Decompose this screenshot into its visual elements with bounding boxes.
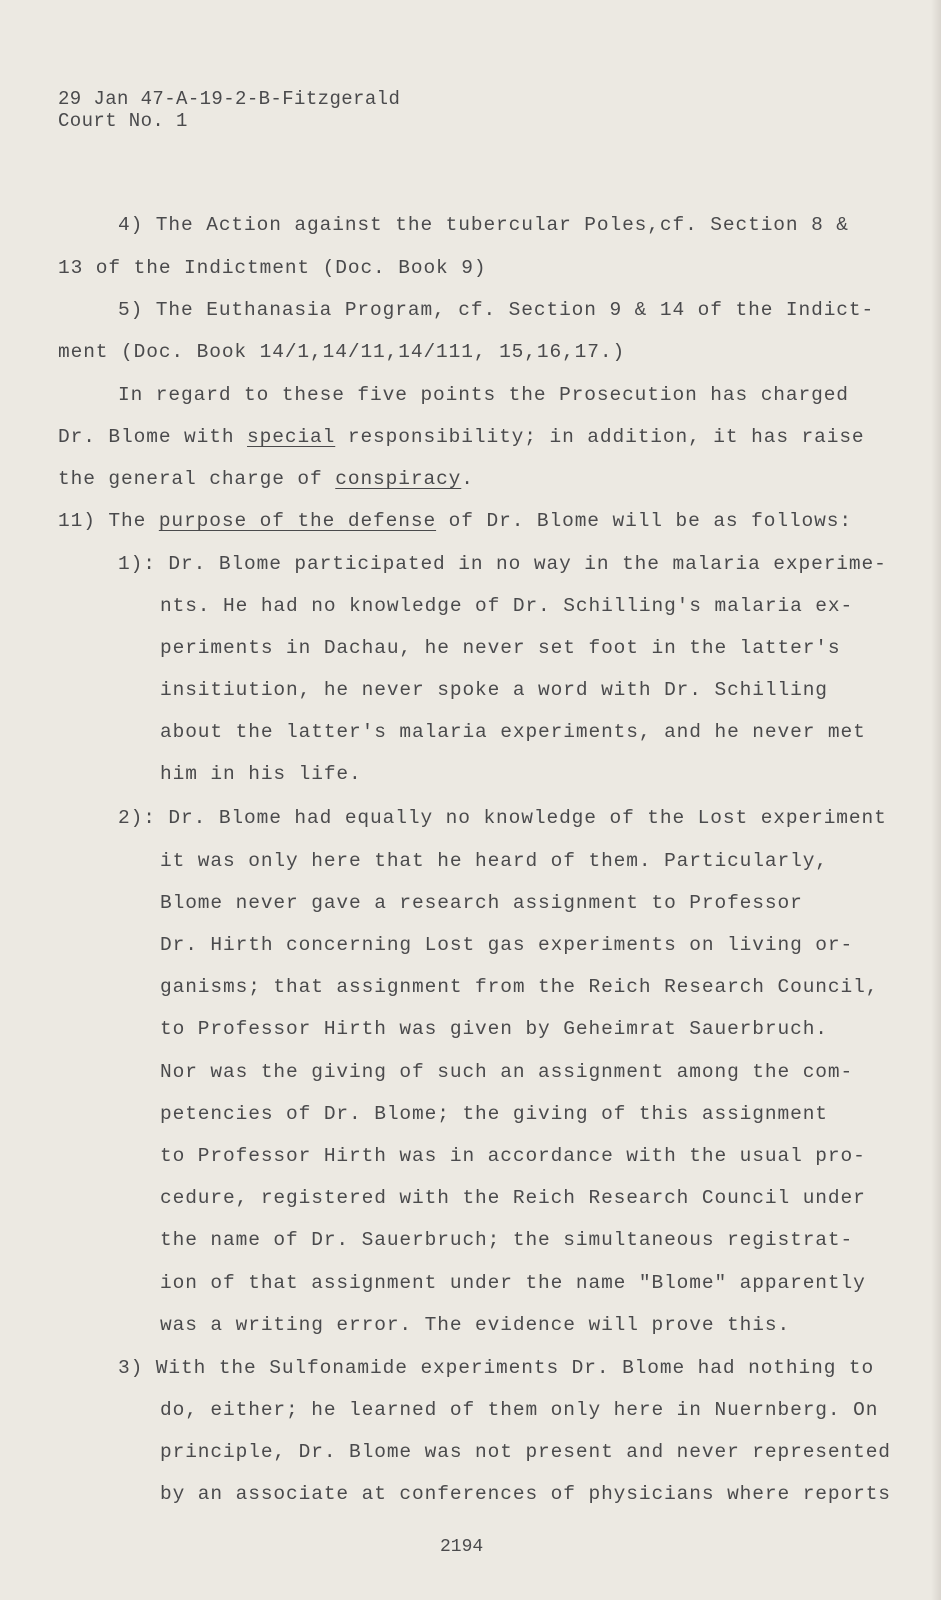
text-line: Nor was the giving of such an assignment among the com- (160, 1061, 854, 1083)
text-line: the name of Dr. Sauerbruch; the simultaneous registrat- (160, 1229, 854, 1251)
text-line: do, either; he learned of them only here in Nuernberg. On (160, 1399, 879, 1421)
section-heading-line (58, 509, 852, 533)
text-line: him in his life. (160, 763, 362, 785)
text-line: to Professor Hirth was in accordance with the usual pro- (160, 1145, 866, 1167)
text-line: 5) The Euthanasia Program, cf. Section 9 & 14 of the Indict- (118, 299, 875, 321)
text-line: by an associate at conferences of physicians where reports (160, 1483, 891, 1505)
text-line: ment (Doc. Book 14/1,14/11,14/111, 15,16,17.) (58, 341, 626, 363)
text-segment: Dr. Blome with (58, 426, 248, 448)
text-line: principle, Dr. Blome was not present and never represented (160, 1441, 891, 1463)
underlined-term: special (247, 426, 336, 448)
text-line: periments in Dachau, he never set foot in the latter's (160, 637, 841, 659)
document-reference: 29 Jan 47-A-19-2-B-Fitzgerald (58, 88, 401, 110)
text-line: nts. He had no knowledge of Dr. Schilling's malaria ex- (160, 595, 854, 617)
text-line: 3) With the Sulfonamide experiments Dr. Blome had nothing to (118, 1357, 875, 1379)
text-line: to Professor Hirth was given by Geheimrat Sauerbruch. (160, 1018, 828, 1040)
text-segment: 11) The (58, 510, 159, 532)
text-line: cedure, registered with the Reich Research Council under (160, 1187, 866, 1209)
text-line (58, 425, 865, 449)
text-line: about the latter's malaria experiments, and he never met (160, 721, 866, 743)
underlined-term: purpose of the defense (158, 510, 437, 532)
text-line: insitiution, he never spoke a word with Dr. Schilling (160, 679, 828, 701)
court-number: Court No. 1 (58, 110, 188, 132)
text-line (58, 467, 474, 491)
text-line: it was only here that he heard of them. Particularly, (160, 850, 828, 872)
text-line: ion of that assignment under the name "Blome" apparently (160, 1272, 866, 1294)
underlined-term: conspiracy (335, 468, 462, 490)
text-line: In regard to these five points the Prosecution has charged (118, 384, 849, 406)
text-line: ganisms; that assignment from the Reich Research Council, (160, 976, 879, 998)
text-line: 13 of the Indictment (Doc. Book 9) (58, 257, 487, 279)
text-line: Dr. Hirth concerning Lost gas experiments on living or- (160, 934, 854, 956)
text-segment: responsibility; in addition, it has raise (335, 426, 865, 448)
text-line: 2): Dr. Blome had equally no knowledge of the Lost experiment (118, 807, 887, 829)
document-header (58, 88, 400, 132)
text-segment: of Dr. Blome will be as follows: (436, 510, 852, 532)
text-line: petencies of Dr. Blome; the giving of this assignment (160, 1103, 828, 1125)
text-line: Blome never gave a research assignment to Professor (160, 892, 803, 914)
text-segment: . (461, 468, 474, 490)
text-segment: the general charge of (58, 468, 336, 490)
page-number: 2194 (440, 1537, 484, 1557)
text-line: was a writing error. The evidence will prove this. (160, 1314, 791, 1336)
text-line: 4) The Action against the tubercular Poles,cf. Section 8 & (118, 214, 849, 236)
text-line: 1): Dr. Blome participated in no way in the malaria experime- (118, 553, 887, 575)
page-edge-shadow (931, 0, 941, 1600)
